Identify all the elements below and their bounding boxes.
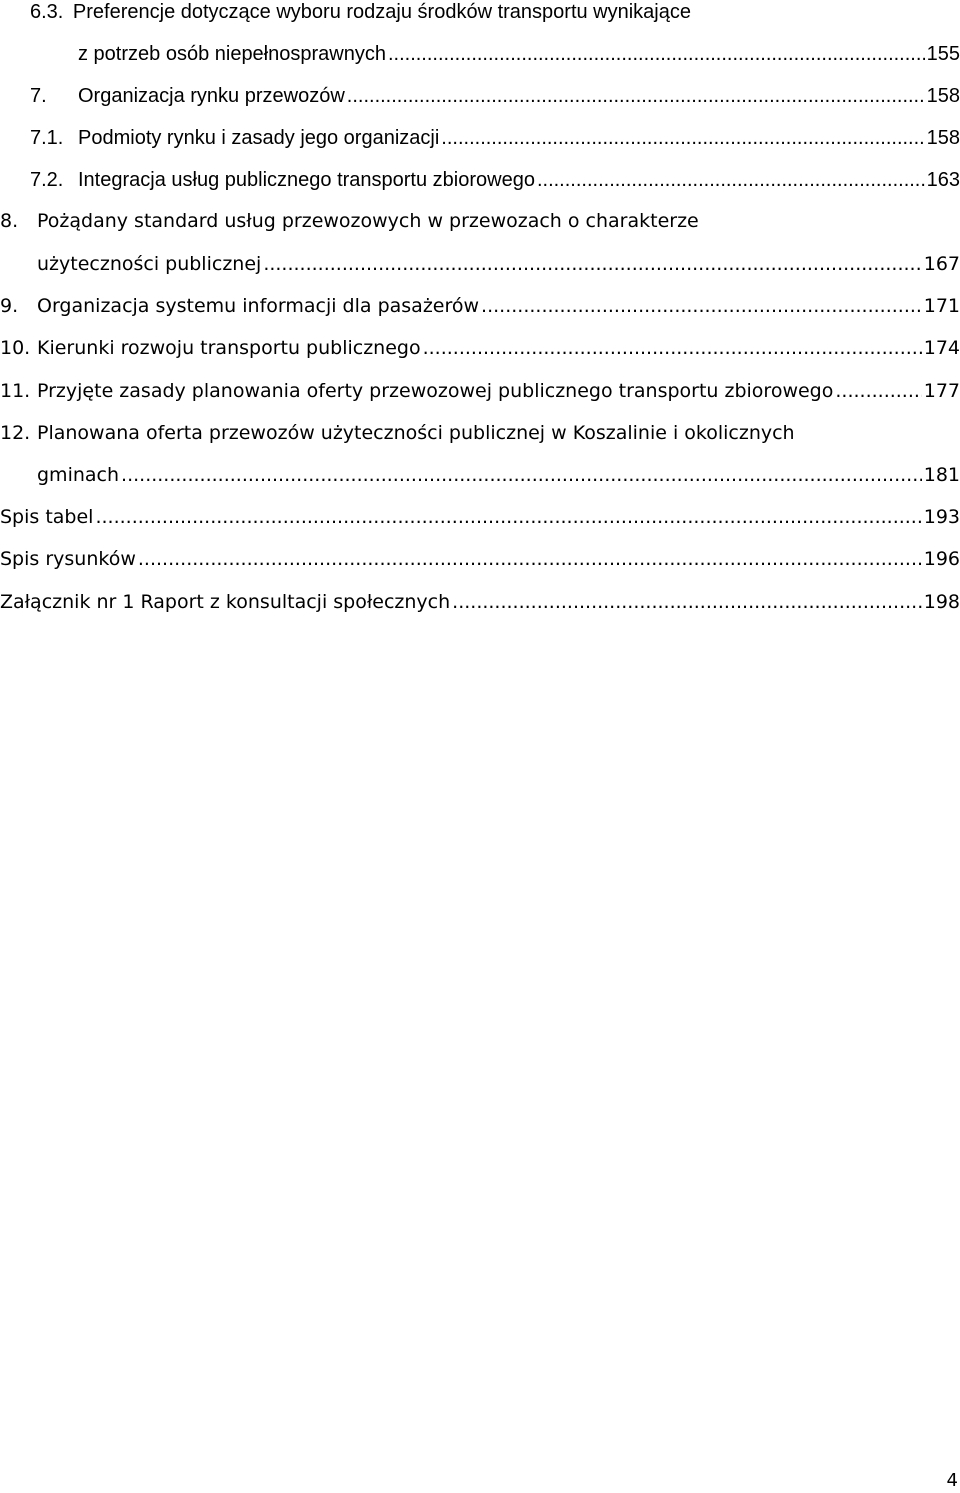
toc-entry-6-3[interactable] xyxy=(30,0,691,27)
toc-entry-page: 163 xyxy=(926,169,960,191)
toc-entry-number: 8. xyxy=(0,210,19,232)
toc-entry-page: 196 xyxy=(923,548,960,570)
toc-entry-number: 7. xyxy=(30,85,47,107)
toc-entry-title: Załącznik nr 1 Raport z konsultacji społecznych xyxy=(0,591,451,613)
dot-leader xyxy=(93,502,921,532)
toc-entry-12-cont[interactable] xyxy=(37,460,960,490)
dot-leader xyxy=(421,333,922,363)
toc-entry-7[interactable] xyxy=(30,81,960,111)
dot-leader xyxy=(479,291,922,321)
dot-leader xyxy=(345,81,925,111)
toc-entry-page: 181 xyxy=(923,464,960,486)
toc-entry-title: Podmioty rynku i zasady jego organizacji xyxy=(78,127,440,149)
toc-entry-12[interactable] xyxy=(0,418,795,448)
toc-entry-title: Pożądany standard usług przewozowych w przewozach o charakterze xyxy=(37,210,699,232)
toc-entry-7-2[interactable] xyxy=(30,165,960,195)
toc-entry-spis-tabel[interactable] xyxy=(0,502,960,532)
dot-leader xyxy=(833,376,921,406)
toc-entry-title: Przyjęte zasady planowania oferty przewozowej publicznego transportu zbiorowego xyxy=(37,380,834,402)
toc-entry-page: 177 xyxy=(923,380,960,402)
toc-entry-number: 10. xyxy=(0,337,31,359)
toc-entry-title: Preferencje dotyczące wyboru rodzaju środków transportu wynikające xyxy=(72,1,691,23)
toc-entry-title: Kierunki rozwoju transportu publicznego xyxy=(37,337,421,359)
toc-entry-number: 11. xyxy=(0,380,31,402)
toc-entry-title: Organizacja systemu informacji dla pasażerów xyxy=(37,295,480,317)
dot-leader xyxy=(535,165,925,195)
toc-entry-9[interactable] xyxy=(0,291,960,321)
toc-entry-title: gminach xyxy=(37,464,120,486)
toc-entry-page: 167 xyxy=(923,253,960,275)
toc-entry-page: 174 xyxy=(923,337,960,359)
toc-entry-title: Spis rysunków xyxy=(0,548,136,570)
toc-entry-11[interactable] xyxy=(0,376,960,406)
toc-entry-title: Planowana oferta przewozów użyteczności publicznej w Koszalinie i okolicznych xyxy=(37,422,795,444)
dot-leader xyxy=(119,460,922,490)
dot-leader xyxy=(386,39,925,69)
page-number: 4 xyxy=(946,1470,958,1491)
toc-entry-number: 9. xyxy=(0,295,19,317)
dot-leader xyxy=(450,587,922,617)
toc-entry-number: 7.2. xyxy=(30,169,64,191)
toc-entry-title: Integracja usług publicznego transportu zbiorowego xyxy=(78,169,535,191)
toc-entry-page: 158 xyxy=(926,127,960,149)
toc-entry-number: 7.1. xyxy=(30,127,64,149)
toc-entry-10[interactable] xyxy=(0,333,960,363)
toc-entry-title: użyteczności publicznej xyxy=(37,253,262,275)
toc-entry-spis-rysunkow[interactable] xyxy=(0,544,960,574)
toc-entry-page: 171 xyxy=(923,295,960,317)
toc-entry-8[interactable] xyxy=(0,206,699,236)
toc-entry-title: Organizacja rynku przewozów xyxy=(78,85,345,107)
dot-leader xyxy=(136,544,922,574)
toc-entry-7-1[interactable] xyxy=(30,123,960,153)
toc-entry-title: Spis tabel xyxy=(0,506,94,528)
toc-entry-page: 198 xyxy=(923,591,960,613)
toc-entry-page: 193 xyxy=(923,506,960,528)
toc-entry-number: 12. xyxy=(0,422,31,444)
toc-entry-zalacznik-1[interactable] xyxy=(0,587,960,617)
toc-entry-page: 155 xyxy=(926,43,960,65)
toc-entry-6-3-cont[interactable] xyxy=(78,39,960,69)
toc-entry-8-cont[interactable] xyxy=(37,249,960,279)
toc-entry-title: z potrzeb osób niepełnosprawnych xyxy=(78,43,386,65)
toc-entry-page: 158 xyxy=(926,85,960,107)
dot-leader xyxy=(261,249,921,279)
dot-leader xyxy=(439,123,924,153)
toc-entry-number: 6.3. xyxy=(30,1,64,23)
